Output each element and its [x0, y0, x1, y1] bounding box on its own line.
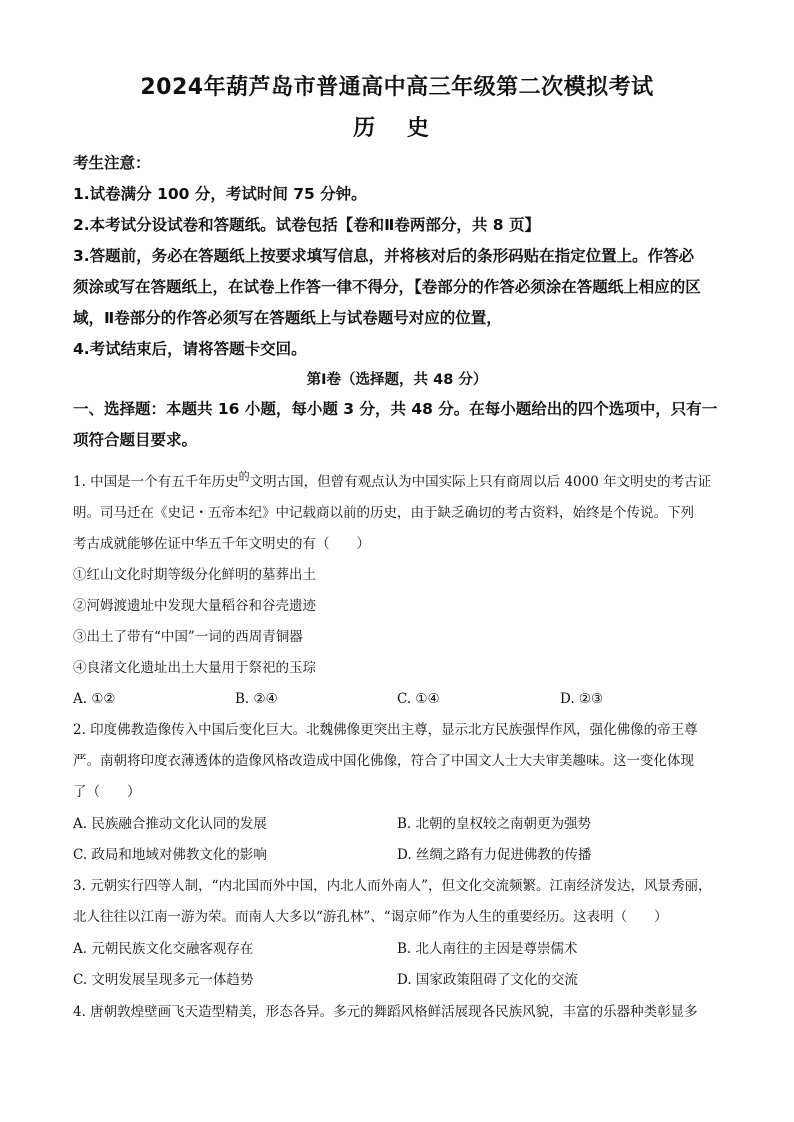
- question-item: ④良渚文化遗址出土大量用于祭祀的玉琮: [73, 660, 316, 676]
- option-c[interactable]: C. 文明发展呈现多元一体趋势: [73, 972, 254, 988]
- notice-heading: 考生注意：: [73, 154, 151, 172]
- option-d[interactable]: D. 丝绸之路有力促进佛教的传播: [397, 847, 592, 863]
- exam-subject: 历 史: [353, 116, 441, 141]
- question-line: 了（ ）: [73, 784, 141, 800]
- question-1: [73, 467, 725, 684]
- notice-line: 3.答题前，务必在答题纸上按要求填写信息，并将核对后的条形码贴在指定位置上。作答必: [73, 247, 695, 265]
- question-2-options-row-1: [73, 809, 725, 840]
- option-b[interactable]: B. 北人南往的主因是尊崇儒术: [397, 941, 578, 957]
- option-b[interactable]: B. ②④: [235, 691, 278, 707]
- question-3-options-row-2: [73, 965, 725, 996]
- question-3-options-row-1: [73, 934, 725, 965]
- question-line: 北人往往以江南一游为荣。而南人大多以“游孔林”、“谒京师”作为人生的重要经历。这表明（ ）: [73, 909, 668, 925]
- question-3: [73, 871, 725, 933]
- question-item: ③出土了带有“中国”一词的西周青铜器: [73, 629, 303, 645]
- section-line: 一、选择题：本题共 16 小题，每小题 3 分，共 48 分。在每小题给出的四个选项中，只有一: [73, 400, 718, 418]
- option-a[interactable]: A. 民族融合推动文化认同的发展: [73, 816, 267, 832]
- option-a[interactable]: A. ①②: [73, 691, 116, 707]
- question-line: 2. 印度佛教造像传入中国后变化巨大。北魏佛像更突出主尊，显示北方民族强悍作风，强化佛像的帝王尊: [73, 722, 698, 738]
- question-line: 明。司马迁在《史记・五帝本纪》中记载商以前的历史，由于缺乏确切的考古资料，始终是个传说。下列: [73, 505, 694, 521]
- section-instructions: [73, 394, 723, 456]
- question-item: ②河姆渡遗址中发现大量稻谷和谷壳遗迹: [73, 598, 316, 614]
- notice-line: 1.试卷满分 100 分，考试时间 75 分钟。: [73, 185, 367, 203]
- question-1-options: [73, 684, 725, 715]
- question-4: [73, 997, 725, 1028]
- question-item: ①红山文化时期等级分化鲜明的墓葬出土: [73, 567, 316, 583]
- notice-line: 域，Ⅱ卷部分的作答必须写在答题纸上与试卷题号对应的位置，: [73, 309, 502, 327]
- part-one-header: 第Ⅰ卷（选择题，共 48 分）: [306, 372, 488, 388]
- option-b[interactable]: B. 北朝的皇权较之南朝更为强势: [397, 816, 592, 832]
- question-2-options-row-2: [73, 840, 725, 871]
- question-line: 1. 中国是一个有五千年历史$^的$文明古国，但曾有观点认为中国实际上只有商周以后 4000 年文明史的考古证: [73, 470, 712, 490]
- notice-line: 2.本考试分设试卷和答题纸。试卷包括【卷和Ⅱ卷两部分，共 8 页】: [73, 216, 540, 234]
- question-line: 3. 元朝实行四等人制，“内北国而外中国，内北人而外南人”，但文化交流频繁。江南经济发达，风景秀丽，: [73, 878, 712, 894]
- candidate-notice: [73, 148, 723, 365]
- question-2: [73, 715, 725, 808]
- option-d[interactable]: D. ②③: [560, 691, 604, 707]
- option-c[interactable]: C. 政局和地域对佛教文化的影响: [73, 847, 267, 863]
- option-d[interactable]: D. 国家政策阻碍了文化的交流: [397, 972, 578, 988]
- question-line: 4. 唐朝敦煌壁画飞天造型精美，形态各异。多元的舞蹈风格鲜活展现各民族风貌，丰富的乐器种类彰显多: [73, 1004, 698, 1020]
- section-line: 项符合题目要求。: [73, 431, 198, 449]
- exam-title: 2024年葫芦岛市普通高中高三年级第二次模拟考试: [140, 75, 654, 100]
- question-line: 考古成就能够佐证中华五千年文明史的有（ ）: [73, 536, 370, 552]
- notice-line: 4.考试结束后，请将答题卡交回。: [73, 340, 307, 358]
- question-line: 严。南朝将印度衣薄透体的造像风格改造成中国化佛像，符合了中国文人士大夫审美趣味。这一变化体现: [73, 753, 694, 769]
- option-a[interactable]: A. 元朝民族文化交融客观存在: [73, 941, 254, 957]
- notice-line: 须涂或写在答题纸上，在试卷上作答一律不得分，【卷部分的作答必须涂在答题纸上相应的区: [73, 278, 701, 296]
- option-c[interactable]: C. ①④: [397, 691, 440, 707]
